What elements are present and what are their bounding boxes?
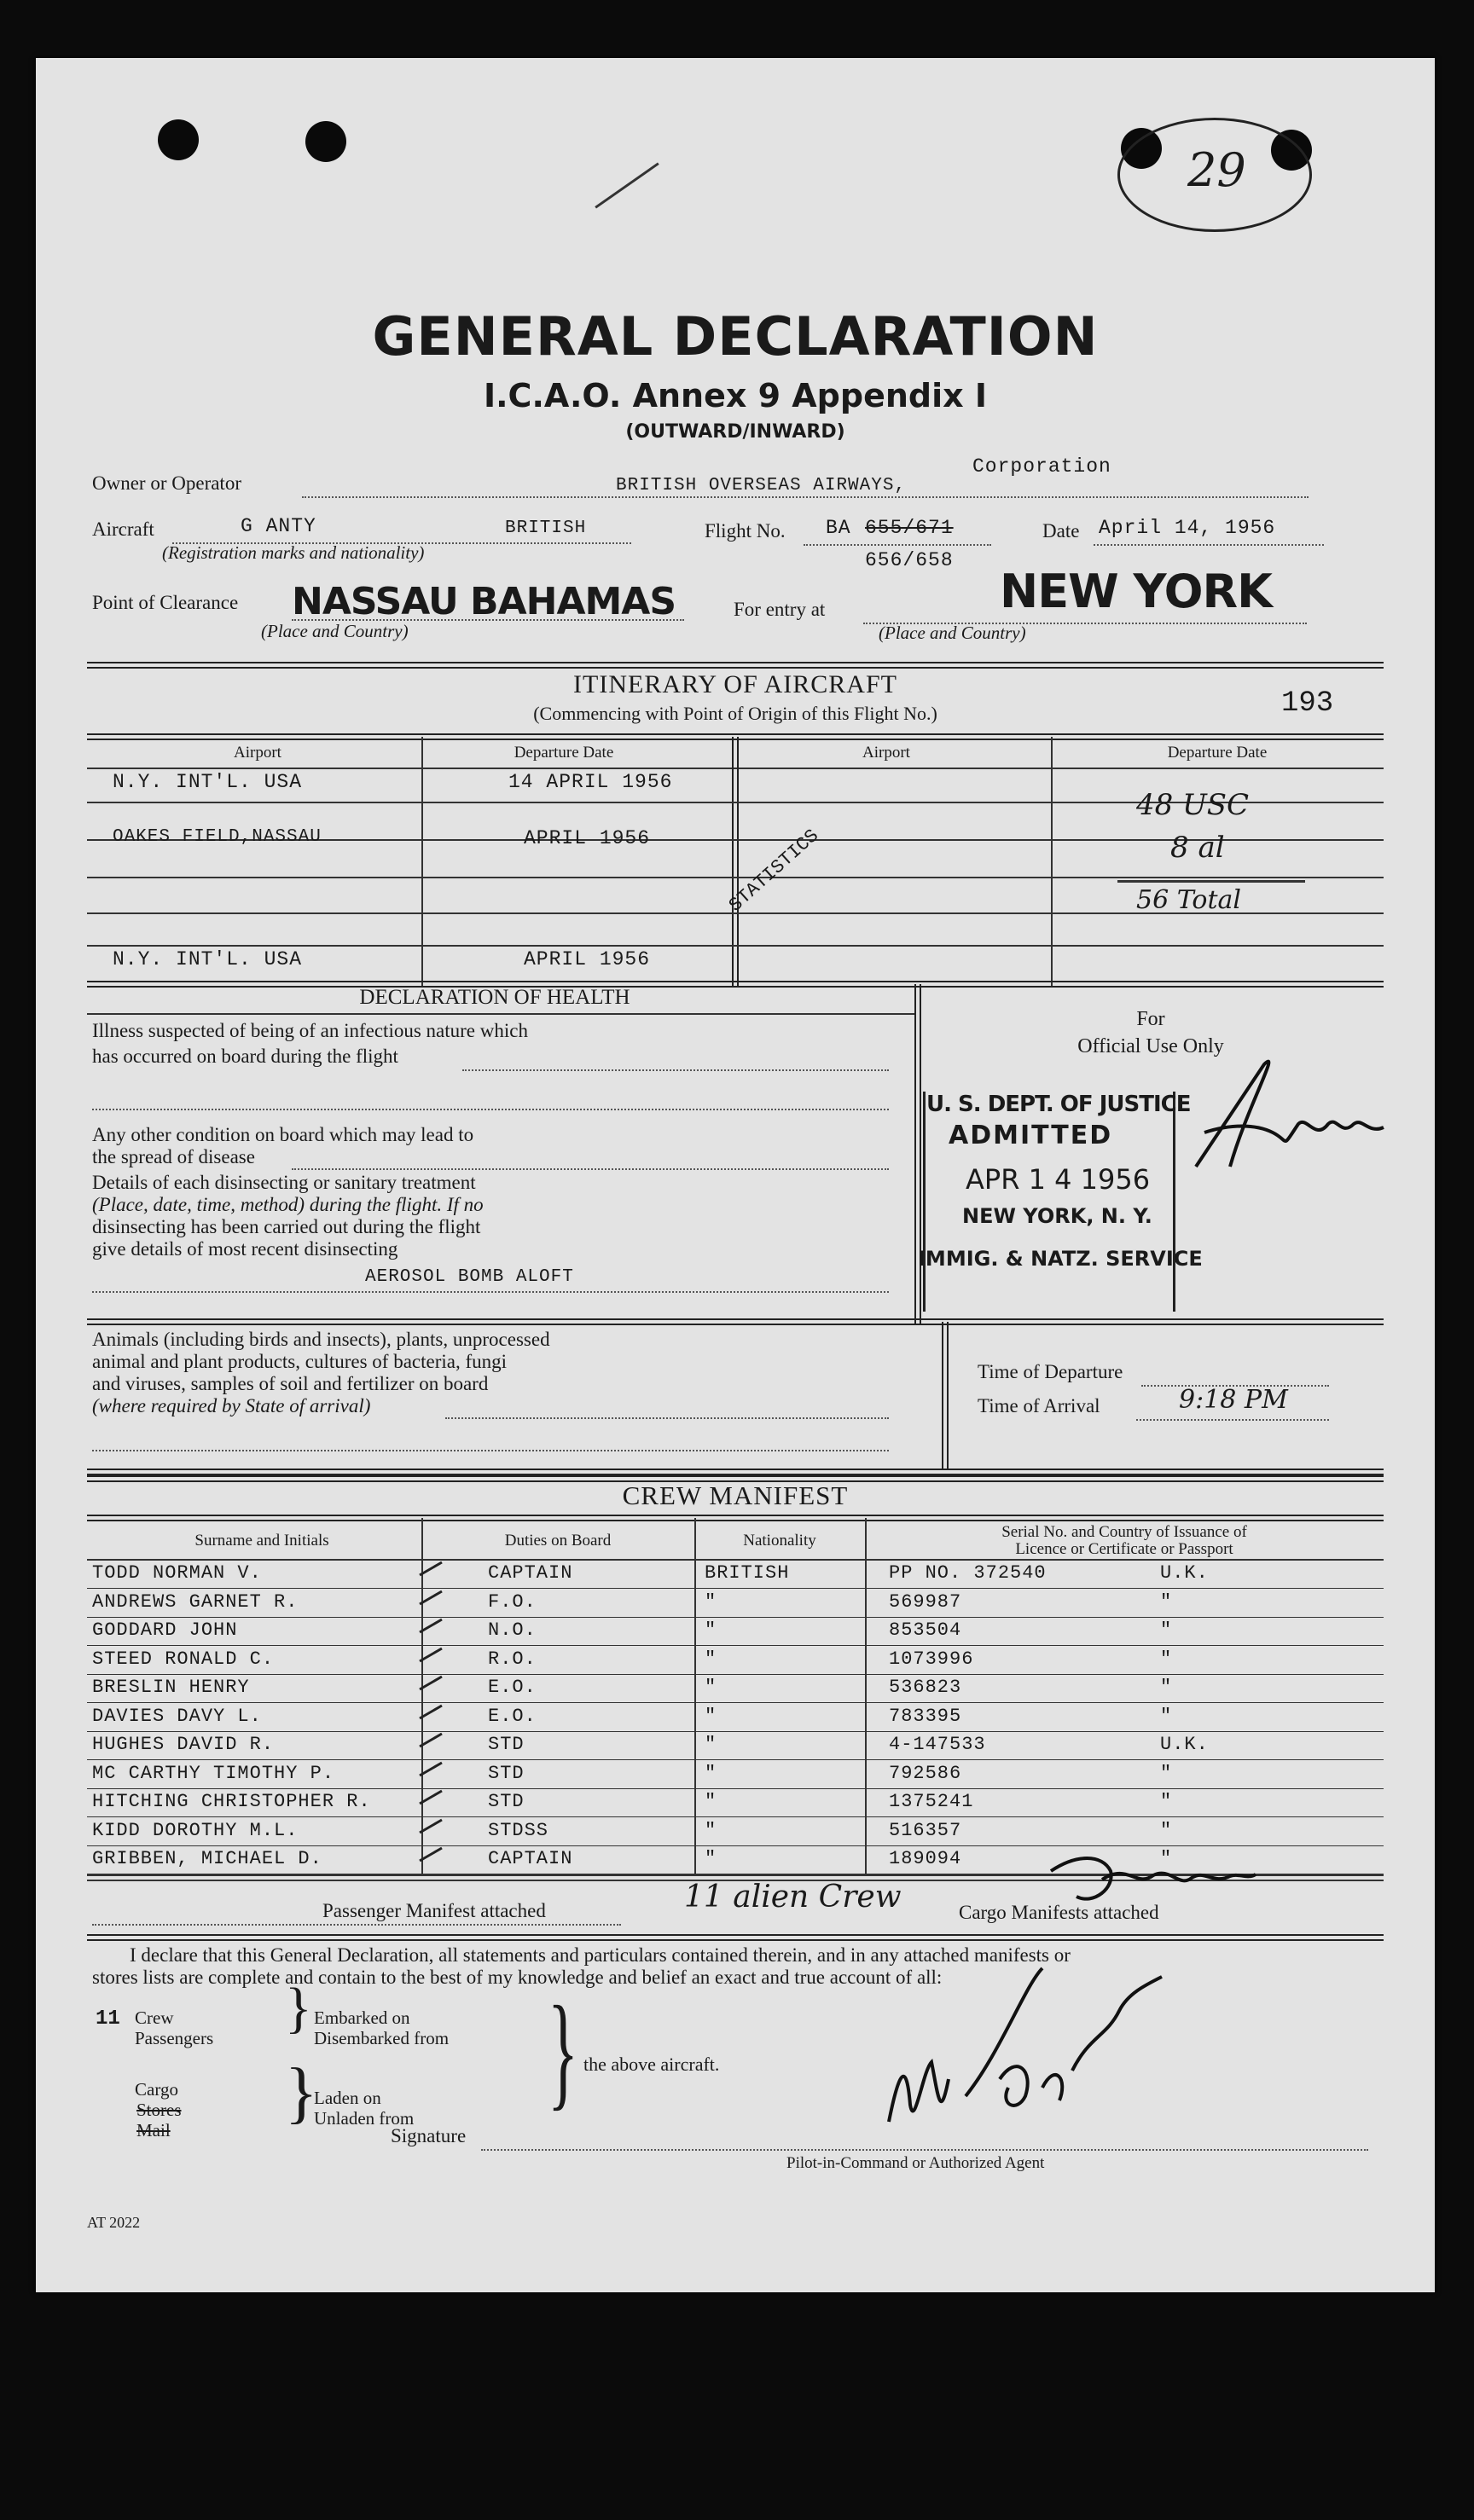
crew-title: CREW MANIFEST: [622, 1480, 849, 1510]
signer-label: Pilot-in-Command or Authorized Agent: [786, 2154, 1045, 2172]
entry-value: NEW YORK: [1000, 565, 1272, 618]
crew-country: ": [1160, 1591, 1173, 1613]
crew-duty: STD: [488, 1791, 525, 1812]
crew-row-line: [87, 1731, 1384, 1732]
itin-row-3-date: APRIL 1956: [524, 948, 651, 970]
crew-nationality: ": [705, 1820, 717, 1841]
brace: }: [285, 2055, 318, 2130]
crew-serial: 783395: [889, 1706, 962, 1727]
crew-name: HUGHES DAVID R.: [92, 1734, 275, 1755]
crew-nationality: ": [705, 1791, 717, 1812]
animals-line-1: Animals (including birds and insects), plants, unprocessed: [92, 1329, 550, 1350]
animals-line-3: and viruses, samples of soil and fertilizer on board: [92, 1373, 489, 1394]
stamp-date: APR 1 4 1956: [966, 1163, 1151, 1196]
mail-label: Mail: [136, 2120, 171, 2141]
crew-row-line: [87, 1759, 1384, 1760]
crew-row-line: [87, 1645, 1384, 1646]
crew-label: Crew: [135, 2007, 174, 2028]
crew-row-line: [87, 1788, 1384, 1789]
crew-serial: 516357: [889, 1820, 962, 1841]
form-title: GENERAL DECLARATION: [372, 305, 1099, 368]
crew-serial: 1375241: [889, 1791, 974, 1812]
crew-row-line: [87, 1588, 1384, 1589]
aircraft-sublabel: (Registration marks and nationality): [162, 542, 425, 563]
punch-hole: [158, 119, 199, 160]
crew-col-serial-1: Serial No. and Country of Issuance of: [1001, 1523, 1247, 1541]
crew-nationality: ": [705, 1763, 717, 1784]
crew-nationality: ": [705, 1648, 717, 1670]
itin-col-departure-right: Departure Date: [1167, 744, 1268, 762]
entry-sublabel: (Place and Country): [879, 623, 1026, 643]
crew-duty: N.O.: [488, 1619, 537, 1641]
crew-name: STEED RONALD C.: [92, 1648, 275, 1670]
flight-value-2: 656/658: [865, 549, 954, 571]
crew-row-line: [87, 1816, 1384, 1817]
owner-value-2: Corporation: [972, 455, 1111, 478]
crew-nationality: ": [705, 1591, 717, 1613]
crew-country: ": [1160, 1791, 1173, 1812]
flight-label: Flight No.: [705, 520, 786, 542]
crew-nationality: ": [705, 1848, 717, 1869]
crew-country: U.K.: [1160, 1734, 1209, 1755]
crew-duty: E.O.: [488, 1706, 537, 1727]
stamp-line-2: ADMITTED: [949, 1121, 1113, 1150]
crew-col-name: Surname and Initials: [194, 1532, 329, 1550]
crew-row-line: [87, 1674, 1384, 1675]
health-q3-line1: Details of each disinsecting or sanitary treatment: [92, 1172, 476, 1193]
stamp-line-5: IMMIG. & NATZ. SERVICE: [918, 1247, 1203, 1271]
embarked-label: Embarked on: [314, 2007, 410, 2028]
crew-country: ": [1160, 1763, 1173, 1784]
crew-country: U.K.: [1160, 1562, 1209, 1584]
inspector-signature: [1179, 1039, 1401, 1192]
itin-col-airport-right: Airport: [862, 744, 910, 762]
cargo-label: Cargo: [135, 2079, 178, 2100]
crew-duty: STD: [488, 1763, 525, 1784]
crew-serial: 536823: [889, 1677, 962, 1698]
crew-duty: F.O.: [488, 1591, 537, 1613]
owner-label: Owner or Operator: [92, 472, 241, 494]
itinerary-subtitle: (Commencing with Point of Origin of this Flight No.): [533, 703, 937, 724]
crew-nationality: BRITISH: [705, 1562, 790, 1584]
itin-row-2-date: APRIL 1956: [524, 827, 651, 849]
stamp-line-1: U. S. DEPT. OF JUSTICE: [926, 1092, 1191, 1117]
declaration-text-2: stores lists are complete and contain to the best of my knowledge and belief an exact and true account of all:: [92, 1967, 943, 1988]
crew-duty: R.O.: [488, 1648, 537, 1670]
crew-name: DAVIES DAVY L.: [92, 1706, 262, 1727]
itinerary-title: ITINERARY OF AIRCRAFT: [573, 670, 897, 698]
document-page: [36, 58, 1435, 2292]
crew-serial: 792586: [889, 1763, 962, 1784]
large-brace: }: [548, 1980, 578, 2122]
itin-hand-note-3: 56 Total: [1136, 885, 1241, 915]
health-q3-line4: give details of most recent disinsecting: [92, 1238, 398, 1260]
health-q3-line3: disinsecting has been carried out during the flight: [92, 1216, 481, 1237]
cargo-initials-signature: [1042, 1845, 1264, 1914]
crew-row-line: [87, 1702, 1384, 1703]
crew-serial: 189094: [889, 1848, 962, 1869]
pilot-signature: [872, 1951, 1213, 2156]
passengers-label: Passengers: [135, 2028, 214, 2048]
crew-nationality: ": [705, 1619, 717, 1641]
crew-hand-note: 11 alien Crew: [684, 1880, 902, 1915]
form-number: AT 2022: [87, 2214, 141, 2231]
crew-name: MC CARTHY TIMOTHY P.: [92, 1763, 335, 1784]
crew-name: HITCHING CHRISTOPHER R.: [92, 1791, 371, 1812]
itin-row-2-airport: OAKES FIELD,NASSAU: [113, 827, 322, 847]
crew-nationality: ": [705, 1734, 717, 1755]
crew-country: ": [1160, 1619, 1173, 1641]
arrival-time-label: Time of Arrival: [978, 1395, 1100, 1416]
crew-col-serial-2: Licence or Certificate or Passport: [1015, 1540, 1233, 1558]
flight-value-struck: 655/671: [865, 517, 954, 539]
health-q3-answer: AEROSOL BOMB ALOFT: [365, 1267, 574, 1287]
crew-duty: CAPTAIN: [488, 1562, 573, 1584]
brace: }: [285, 1977, 312, 2039]
punch-hole: [305, 121, 346, 162]
laden-label: Laden on: [314, 2088, 381, 2108]
form-direction: (OUTWARD/INWARD): [625, 421, 845, 443]
disembarked-label: Disembarked from: [314, 2028, 450, 2048]
crew-col-duty: Duties on Board: [504, 1532, 612, 1550]
passenger-manifest-label: Passenger Manifest attached: [322, 1900, 546, 1921]
crew-country: ": [1160, 1677, 1173, 1698]
health-q2-line1: Any other condition on board which may lead to: [92, 1124, 474, 1145]
crew-name: TODD NORMAN V.: [92, 1562, 262, 1584]
itin-col-departure-left: Departure Date: [514, 744, 614, 762]
health-q2-line2: the spread of disease: [92, 1146, 255, 1167]
form-subtitle: I.C.A.O. Annex 9 Appendix I: [483, 377, 988, 414]
animals-line-2: animal and plant products, cultures of bacteria, fungi: [92, 1351, 508, 1372]
stamp-line-4: NEW YORK, N. Y.: [962, 1204, 1152, 1228]
statistics-stamp: STATISTICS: [725, 825, 823, 917]
crew-name: GODDARD JOHN: [92, 1619, 238, 1641]
clearance-value: NASSAU BAHAMAS: [292, 580, 676, 623]
stores-label: Stores: [136, 2100, 182, 2120]
crew-serial: 853504: [889, 1619, 962, 1641]
departure-time-label: Time of Departure: [978, 1361, 1123, 1382]
itin-row-3-airport: N.Y. INT'L. USA: [113, 948, 303, 970]
cargo-manifest-label: Cargo Manifests attached: [959, 1902, 1159, 1923]
entry-label: For entry at: [734, 599, 826, 620]
crew-duty: STD: [488, 1734, 525, 1755]
crew-country: ": [1160, 1820, 1173, 1841]
animals-line-4: (where required by State of arrival): [92, 1395, 371, 1416]
crew-count: 11: [96, 2007, 120, 2030]
pencil-tick: [595, 162, 659, 208]
crew-name: BRESLIN HENRY: [92, 1677, 250, 1698]
crew-serial: 4-147533: [889, 1734, 986, 1755]
clearance-label: Point of Clearance: [92, 592, 239, 613]
official-title-2: Official Use Only: [1077, 1035, 1224, 1057]
corner-mark: 29: [1187, 143, 1246, 197]
flight-value: BA: [826, 517, 851, 539]
aircraft-registration: G ANTY: [241, 515, 316, 537]
unladen-label: Unladen from: [314, 2108, 415, 2129]
crew-name: KIDD DOROTHY M.L.: [92, 1820, 299, 1841]
health-title: DECLARATION OF HEALTH: [359, 986, 630, 1009]
health-q1-line2: has occurred on board during the flight: [92, 1046, 398, 1067]
crew-duty: STDSS: [488, 1820, 549, 1841]
crew-serial: 569987: [889, 1591, 962, 1613]
health-q1-line1: Illness suspected of being of an infectious nature which: [92, 1020, 528, 1041]
date-label: Date: [1042, 520, 1080, 542]
owner-value: BRITISH OVERSEAS AIRWAYS,: [616, 476, 907, 495]
crew-nationality: ": [705, 1706, 717, 1727]
crew-country: ": [1160, 1706, 1173, 1727]
above-aircraft-label: the above aircraft.: [583, 2054, 720, 2075]
itinerary-number: 193: [1281, 687, 1334, 720]
crew-duty: E.O.: [488, 1677, 537, 1698]
health-q3-line2: (Place, date, time, method) during the flight. If no: [92, 1194, 484, 1215]
itin-row-1-date: 14 APRIL 1956: [508, 771, 673, 793]
declaration-text-1: I declare that this General Declaration, all statements and particulars contained therein, and in any attached manifests or: [130, 1944, 1071, 1966]
crew-country: ": [1160, 1848, 1173, 1869]
date-value: April 14, 1956: [1099, 517, 1276, 539]
crew-row-line: [87, 1617, 1384, 1618]
itin-row-1-airport: N.Y. INT'L. USA: [113, 771, 303, 793]
signature-label: Signature: [391, 2125, 467, 2146]
crew-serial: 1073996: [889, 1648, 974, 1670]
crew-nationality: ": [705, 1677, 717, 1698]
crew-serial: PP NO. 372540: [889, 1562, 1047, 1584]
crew-name: GRIBBEN, MICHAEL D.: [92, 1848, 322, 1869]
arrival-time-value: 9:18 PM: [1179, 1385, 1288, 1415]
clearance-sublabel: (Place and Country): [261, 621, 409, 641]
itin-hand-note-1: 48 USC: [1136, 788, 1250, 822]
itin-col-airport-left: Airport: [234, 744, 281, 762]
aircraft-nationality: BRITISH: [505, 518, 587, 538]
crew-name: ANDREWS GARNET R.: [92, 1591, 299, 1613]
itin-hand-note-2: 8 al: [1170, 831, 1225, 865]
crew-duty: CAPTAIN: [488, 1848, 573, 1869]
aircraft-label: Aircraft: [92, 518, 154, 540]
official-title-1: For: [1136, 1008, 1165, 1030]
crew-country: ": [1160, 1648, 1173, 1670]
crew-col-nationality: Nationality: [743, 1532, 816, 1550]
